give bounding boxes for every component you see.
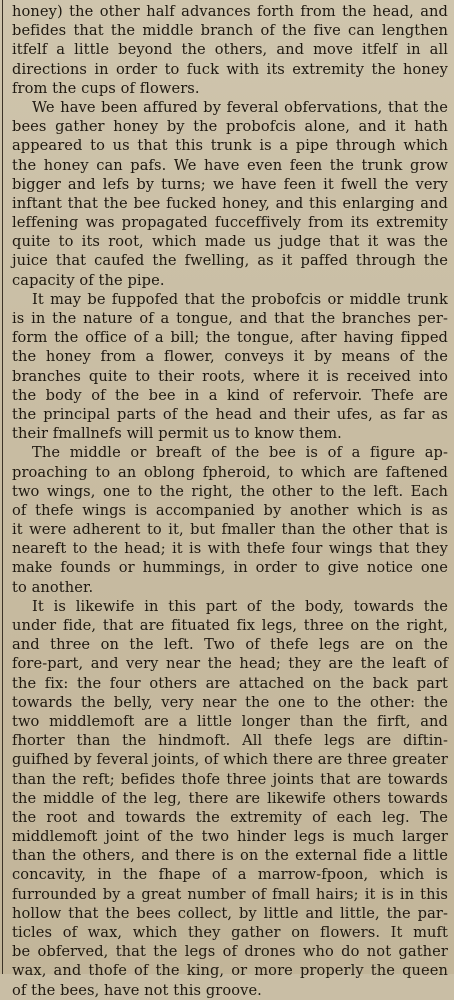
text-line: middlemoft joint of the two hinder legs is much larger <box>12 828 448 846</box>
text-line: to another. <box>12 578 94 596</box>
text-line: the middle of the leg, there are likewife others towards <box>12 789 448 807</box>
text-line: and three on the left. Two of thefe legs are on the <box>12 636 448 654</box>
text-line: directions in order to fuck with its extremity the honey <box>12 60 448 78</box>
text-line: itfelf a little beyond the others, and move itfelf in all <box>12 41 448 59</box>
text-line: form the office of a bill; the tongue, after having fipped <box>12 329 448 347</box>
text-line: branches quite to their roots, where it is received into <box>12 367 448 385</box>
text-line: We have been affured by feveral obfervations, that the <box>32 98 448 116</box>
text-line: It is likewife in this part of the body, towards the <box>32 597 448 615</box>
text-line: befides that the middle branch of the five can lengthen <box>12 22 448 40</box>
text-line: it were adherent to it, but fmaller than the other that is <box>12 521 448 539</box>
text-line: is in the nature of a tongue, and that the branches per- <box>12 310 448 327</box>
column-rule <box>2 0 3 974</box>
text-line: furrounded by a great number of fmall hairs; it is in this <box>12 885 448 903</box>
text-line: neareft to the head; it is with thefe four wings that they <box>12 540 448 558</box>
text-line: bees gather honey by the probofcis alone, and it hath <box>12 118 448 136</box>
text-line: the body of the bee in a kind of refervoir. Thefe are <box>12 386 448 404</box>
text-column <box>12 2 448 1000</box>
text-line: ticles of wax, which they gather on flowers. It muft <box>12 924 448 941</box>
text-line: than the reft; befides thofe three joints that are towards <box>12 770 448 788</box>
text-line: than the others, and there is on the external fide a little <box>12 847 448 865</box>
text-line: concavity, in the fhape of a marrow-fpoon, which is <box>12 866 448 884</box>
text-line: fore-part, and very near the head; they are the leaft of <box>12 655 448 673</box>
text-line: be obferved, that the legs of drones who do not gather <box>12 943 448 961</box>
text-line: two wings, one to the right, the other to the left. Each <box>12 482 448 500</box>
text-line: hollow that the bees collect, by little and little, the par- <box>12 904 448 922</box>
text-line: quite to its root, which made us judge that it was the <box>12 233 448 251</box>
text-line: honey) the other half advances forth from the head, and <box>12 3 448 20</box>
text-line: of the bees, have not this groove. <box>12 981 262 999</box>
text-line: the principal parts of the head and their ufes, as far as <box>12 405 448 423</box>
text-line: fhorter than the hindmoft. All thefe legs are diftin- <box>12 732 448 750</box>
text-line: towards the belly, very near the one to the other: the <box>12 693 448 711</box>
text-line: proaching to an oblong fpheroid, to which are faftened <box>12 463 448 481</box>
text-line: the honey from a flower, conveys it by means of the <box>12 348 448 366</box>
text-line: bigger and lefs by turns; we have feen it fwell the very <box>12 175 448 193</box>
text-line: two middlemoft are a little longer than the firft, and <box>12 712 448 730</box>
text-line: leffening was propagated fucceffively from its extremity <box>12 214 448 232</box>
text-line: It may be fuppofed that the probofcis or middle trunk <box>32 290 448 308</box>
text-line: guifhed by feveral joints, of which there are three greater <box>12 751 448 769</box>
text-line: their fmallnefs will permit us to know them. <box>12 425 342 443</box>
text-line: the honey can pafs. We have even feen the trunk grow <box>12 156 448 174</box>
text-line: from the cups of flowers. <box>12 79 200 97</box>
text-line: of thefe wings is accompanied by another which is as <box>12 501 448 519</box>
text-line: The middle or breaft of the bee is of a figure ap- <box>32 444 448 462</box>
text-line: capacity of the pipe. <box>12 271 165 289</box>
text-line: make founds or hummings, in order to give notice one <box>12 559 448 577</box>
text-line: wax, and thofe of the king, or more properly the queen <box>12 962 448 980</box>
text-line: the root and towards the extremity of each leg. The <box>12 808 448 826</box>
text-line: under fide, that are fituated fix legs, three on the right, <box>12 617 448 634</box>
text-line: juice that caufed the fwelling, as it paffed through the <box>12 252 448 270</box>
text-line: the fix: the four others are attached on the back part <box>12 674 448 692</box>
text-line: inftant that the bee fucked honey, and this enlarging and <box>12 194 448 212</box>
text-line: appeared to us that this trunk is a pipe through which <box>12 137 448 155</box>
